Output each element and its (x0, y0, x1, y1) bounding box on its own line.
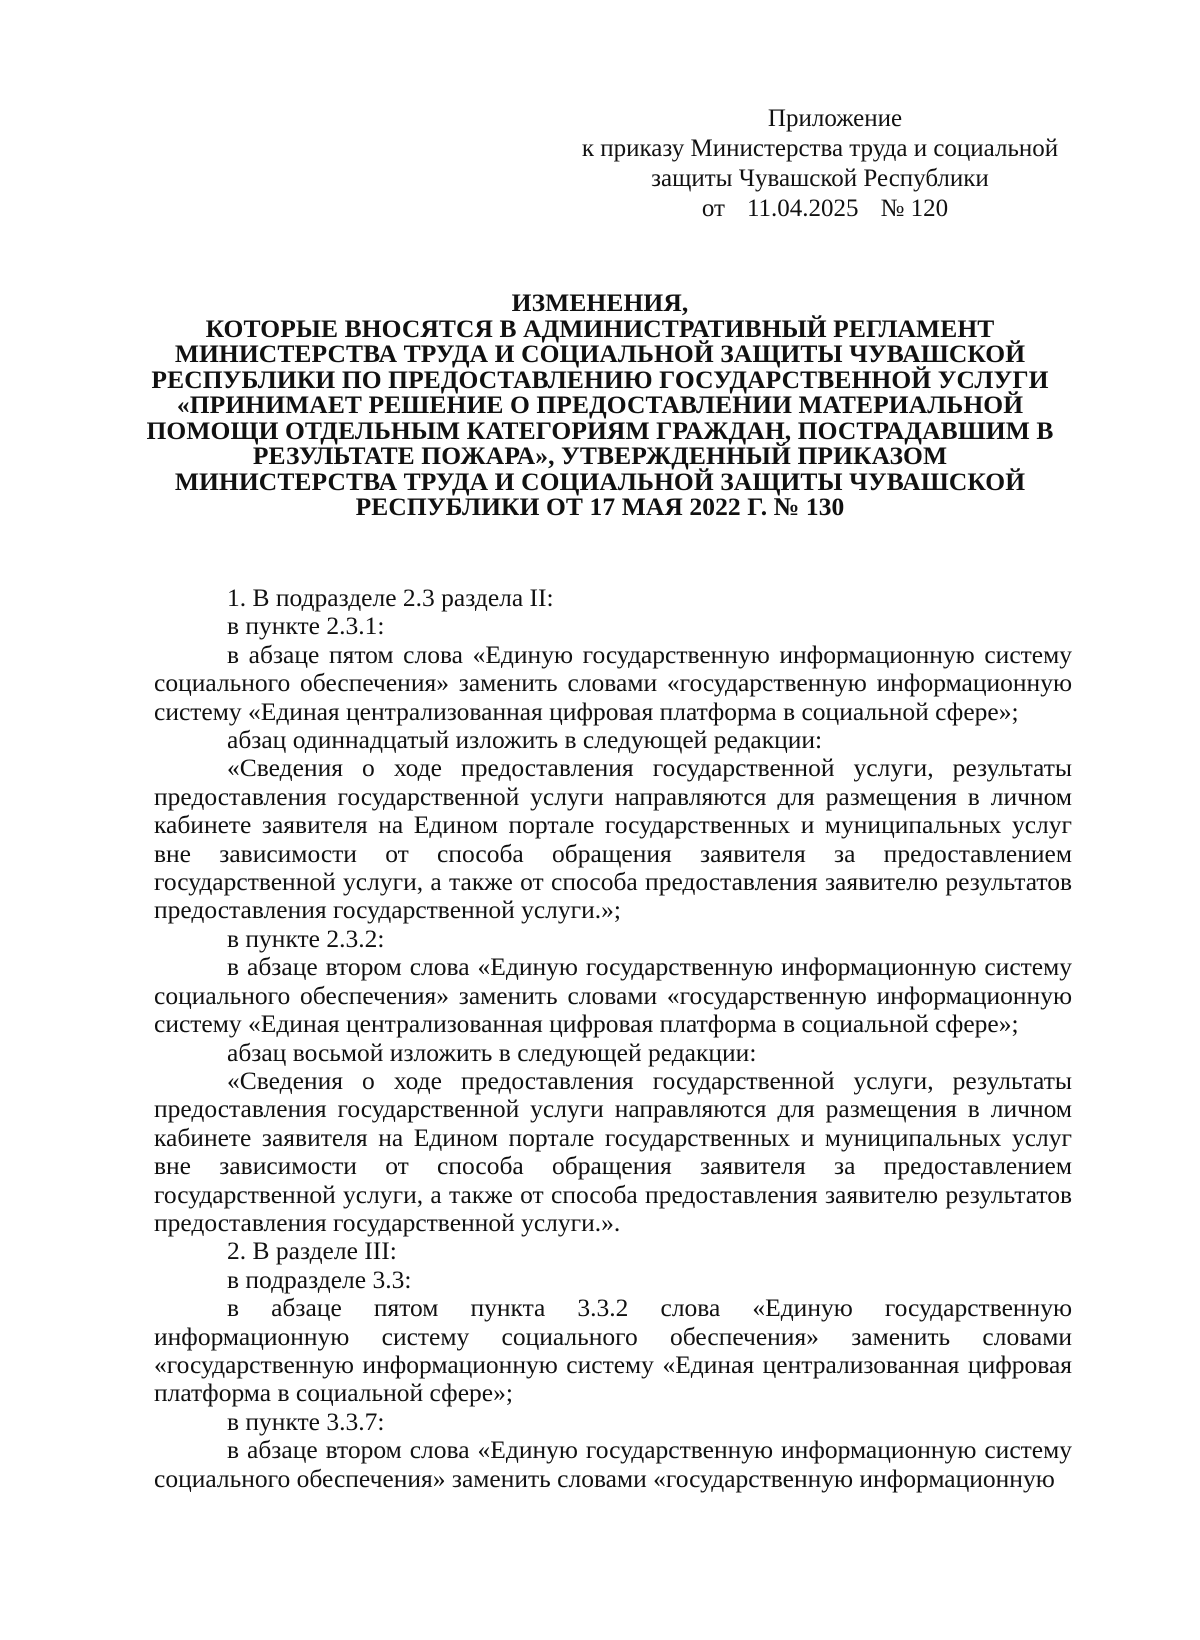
appendix-date-line (560, 194, 1080, 224)
appendix-header (560, 104, 1080, 224)
appendix-number: № 120 (880, 195, 949, 222)
paragraph: в подразделе 3.3: (227, 1264, 412, 1294)
title-line: МИНИСТЕРСТВА ТРУДА И СОЦИАЛЬНОЙ ЗАЩИТЫ ЧУВАШСКОЙ (174, 339, 1026, 368)
paragraph: «Сведения о ходе предоставления государственной услуги, результаты предоставления государственной услуги направляются для размещения в личном кабинете заявителя на Едином портале государственных и муниципальных услуг вне зависимости от способа обращения заявителя за предоставлением государственной услуги, а также от способа предоставления заявителю результатов предоставления государственной услуги.»; (154, 753, 1072, 925)
appendix-title: Приложение (767, 105, 903, 132)
title-line: ИЗМЕНЕНИЯ, (511, 288, 689, 317)
paragraph: абзац восьмой изложить в следующей редакции: (227, 1037, 757, 1067)
document-title (130, 290, 1070, 520)
paragraph: в абзаце втором слова «Единую государственную информационную систему социального обеспечения» заменить словами «государственную информационную (154, 1435, 1072, 1493)
paragraph: в пункте 2.3.2: (227, 923, 385, 953)
paragraph: в абзаце пятом пункта 3.3.2 слова «Единую государственную информационную систему социального обеспечения» заменить словами «государственную информационную систему «Единая централизованная цифровая платформа в социальной сфере»; (154, 1293, 1072, 1408)
paragraph: абзац одиннадцатый изложить в следующей редакции: (227, 725, 823, 755)
title-line: РЕСПУБЛИКИ ПО ПРЕДОСТАВЛЕНИЮ ГОСУДАРСТВЕННОЙ УСЛУГИ (151, 364, 1049, 394)
paragraph: «Сведения о ходе предоставления государственной услуги, результаты предоставления государственной услуги направляются для размещения в личном кабинете заявителя на Едином портале государственных и муниципальных услуг вне зависимости от способа обращения заявителя за предоставлением государственной услуги, а также от способа предоставления заявителю результатов предоставления государственной услуги.». (154, 1065, 1072, 1237)
paragraph: в абзаце пятом слова «Единую государственную информационную систему социального обеспечения» заменить словами «государственную информационную систему «Единая централизованная цифровая платформа в социальной сфере»; (154, 639, 1072, 726)
paragraph: в пункте 2.3.1: (227, 611, 385, 641)
appendix-date: 11.04.2025 (746, 195, 859, 222)
paragraph: в абзаце втором слова «Единую государственную информационную систему социального обеспечения» заменить словами «государственную информационную систему «Единая централизованная цифровая платформа в социальной сфере»; (154, 952, 1072, 1039)
title-line: РЕЗУЛЬТАТЕ ПОЖАРА», УТВЕРЖДЕННЫЙ ПРИКАЗОМ (252, 441, 948, 470)
title-line: РЕСПУБЛИКИ ОТ 17 МАЯ 2022 Г. № 130 (355, 492, 845, 521)
appendix-date-prefix: от (701, 195, 725, 222)
paragraph: 1. В подразделе 2.3 раздела II: (227, 583, 554, 612)
paragraph: в пункте 3.3.7: (227, 1406, 385, 1436)
document-body (154, 584, 1072, 1493)
appendix-ministry-line: защиты Чувашской Республики (651, 165, 989, 192)
title-line: «ПРИНИМАЕТ РЕШЕНИЕ О ПРЕДОСТАВЛЕНИИ МАТЕРИАЛЬНОЙ (176, 390, 1024, 419)
paragraph: 2. В разделе III: (227, 1236, 397, 1266)
title-line: КОТОРЫЕ ВНОСЯТСЯ В АДМИНИСТРАТИВНЫЙ РЕГЛАМЕНТ (205, 313, 995, 343)
appendix-order-line: к приказу Министерства труда и социальной (581, 135, 1059, 162)
title-line: ПОМОЩИ ОТДЕЛЬНЫМ КАТЕГОРИЯМ ГРАЖДАН, ПОСТРАДАВШИМ В (146, 415, 1054, 445)
title-line: МИНИСТЕРСТВА ТРУДА И СОЦИАЛЬНОЙ ЗАЩИТЫ ЧУВАШСКОЙ (174, 466, 1026, 496)
